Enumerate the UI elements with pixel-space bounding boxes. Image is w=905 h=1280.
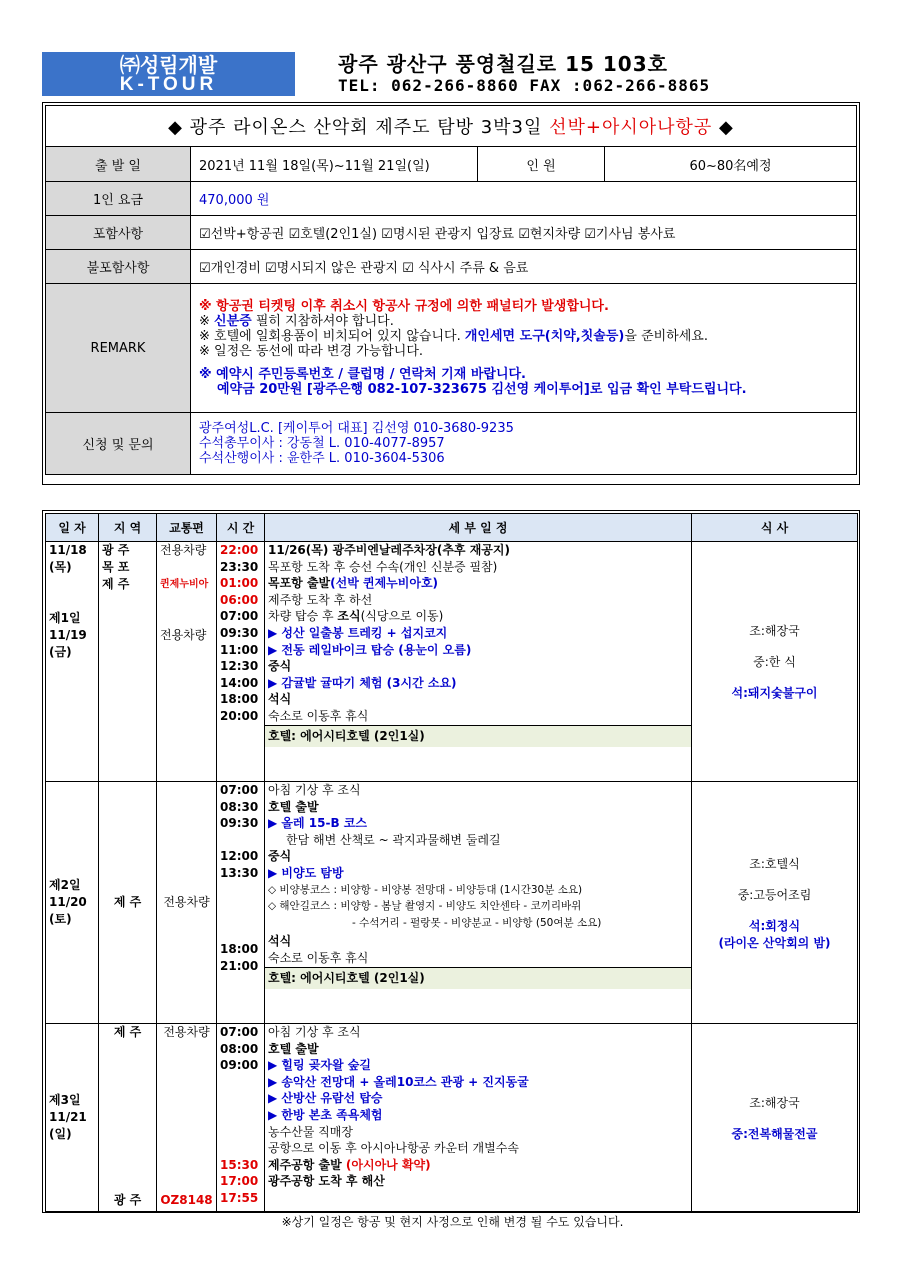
hotel-info: 호텔: 에어시티호텔 (2인1실)	[265, 967, 691, 989]
fee-value: 470,000 원	[191, 182, 857, 216]
time-text: 23:30	[220, 559, 259, 574]
region-text: 목 포	[102, 560, 130, 574]
date-text: (토)	[49, 912, 72, 926]
company-address	[338, 52, 858, 96]
transport-text: 전용차량	[160, 628, 207, 642]
day-2-meals	[692, 782, 858, 1024]
time-text: 18:00	[220, 692, 259, 707]
schedule-item: 목포항 도착 후 승선 수속(개인 신분증 필참)	[268, 559, 498, 574]
time-text: 08:00	[220, 1041, 259, 1056]
meal-text: 조:호텔식	[749, 856, 800, 871]
tour-title	[46, 106, 857, 147]
schedule-item	[268, 1157, 688, 1174]
remark-line-6: 예약금 20만원 [광주은행 082-107-323675 김선영 케이투어]로 입금 확인 부탁드립니다.	[217, 382, 747, 397]
schedule-item: 아침 기상 후 조식	[268, 783, 361, 797]
time-text: 09:00	[220, 1058, 259, 1073]
included-value: ☑선박+항공권 ☑호텔(2인1실) ☑명시된 관광지 입장료 ☑현지차량 ☑기사님 봉사료	[191, 216, 857, 250]
meal-text: 조:해장국	[749, 624, 800, 638]
schedule-item: ◇ 해안길코스 : 비양항 - 봄날 촬영지 - 비양도 치안센타 - 코끼리바위	[268, 900, 582, 913]
day-3-date	[46, 1024, 99, 1212]
tour-info-box	[42, 102, 860, 485]
date-text: 제2일	[49, 878, 81, 892]
tour-info-table	[45, 105, 857, 475]
schedule-item: 숙소로 이동후 휴식	[268, 950, 369, 965]
schedule-item: ▶ 전동 레일바이크 탑승 (용눈이 오름)	[268, 642, 472, 657]
date-text: 11/20	[49, 895, 87, 909]
schedule-item: 공항으로 이동 후 아시아나항공 카운터 개별수속	[268, 1141, 519, 1156]
schedule-text: (식당으로 이동)	[360, 609, 444, 624]
people-label: 인 원	[478, 147, 605, 182]
logo-line-1: ㈜성림개발	[119, 53, 218, 77]
transport-text: 퀸제누비아	[160, 579, 209, 590]
itinerary-box	[42, 510, 860, 1213]
remark-2a: ※	[199, 314, 215, 329]
day-1-transport	[157, 542, 217, 782]
schedule-item: 한담 해변 산책로 ~ 곽지과물해변 둘레길	[286, 832, 501, 847]
day-1-region	[99, 542, 157, 782]
included-label: 포함사항	[46, 216, 191, 250]
header-transport: 교통편	[157, 514, 217, 542]
schedule-item: ▶ 성산 일출봉 트레킹 + 섭지코지	[268, 625, 448, 640]
departure-value: 2021년 11월 18일(목)~11월 21일(일)	[191, 147, 478, 182]
time-text: 09:30	[220, 816, 259, 831]
time-text: 07:00	[220, 609, 259, 624]
day-2-row	[46, 782, 858, 1024]
time-text: 12:00	[220, 849, 259, 864]
letterhead	[42, 52, 860, 96]
header-detail: 세 부 일 정	[265, 514, 692, 542]
hotel-info: 호텔: 에어시티호텔 (2인1실)	[265, 725, 691, 747]
remark-line-5: ※ 예약시 주민등록번호 / 클럽명 / 연락처 기재 바랍니다.	[199, 367, 526, 382]
footer-note: ※상기 일정은 항공 및 현지 사정으로 인해 변경 될 수도 있습니다.	[281, 1215, 624, 1229]
schedule-text: 제주공항 출발	[268, 1157, 346, 1172]
remark-3c: 을 준비하세요.	[624, 329, 708, 344]
remark-label: REMARK	[46, 284, 191, 413]
remark-2c: 필히 지참하셔야 합니다.	[251, 314, 394, 329]
meal-text: 중:한 식	[753, 655, 796, 669]
schedule-item	[268, 575, 688, 592]
date-text: 11/19	[49, 628, 87, 642]
time-text: 22:00	[220, 543, 259, 557]
inquiry-line-2: 수석총무이사 : 강동철 L. 010-4077-8957	[199, 436, 445, 451]
address-line: 광주 광산구 풍영철길로 15 103호	[338, 52, 668, 76]
excluded-value: ☑개인경비 ☑명시되지 않은 관광지 ☑ 식사시 주류 & 음료	[191, 250, 857, 284]
remark-2b: 신분증	[214, 314, 252, 329]
day-1-times	[217, 542, 265, 782]
time-text: 07:00	[220, 783, 259, 797]
inquiry-content	[191, 413, 857, 475]
region-text: 제 주	[113, 1025, 142, 1039]
inquiry-line-3: 수석산행이사 : 윤한주 L. 010-3604-5306	[199, 451, 445, 466]
meal-text: 석:돼지숯불구이	[731, 686, 818, 700]
time-text: 17:00	[220, 1174, 259, 1189]
time-text: 01:00	[220, 576, 259, 591]
transport-text: 전용차량	[160, 543, 207, 557]
schedule-item: ▶ 힐링 곶자왈 숲길	[268, 1058, 371, 1073]
day-3-transport	[157, 1024, 217, 1212]
remark-line-2	[199, 314, 848, 329]
schedule-text: (아시아나 확약)	[345, 1157, 431, 1172]
header-time: 시 간	[217, 514, 265, 542]
schedule-item: 중식	[268, 659, 292, 674]
schedule-item: 석식	[268, 692, 292, 707]
schedule-item: ◇ 비양봉코스 : 비양항 - 비양봉 전망대 - 비양등대 (1시간30분 소요)	[268, 883, 583, 896]
time-text: 17:55	[220, 1190, 259, 1205]
fee-label: 1인 요금	[46, 182, 191, 216]
schedule-text: 차량 탑승 후	[268, 609, 338, 624]
time-text: 20:00	[220, 708, 259, 723]
date-text: 제3일	[49, 1093, 81, 1107]
day-1-row	[46, 542, 858, 782]
day-1-meals	[692, 542, 858, 782]
schedule-text: 조식	[337, 609, 361, 624]
schedule-text: (선박 퀸제누비아호)	[330, 576, 439, 591]
time-text: 11:00	[220, 642, 259, 657]
day-3-times	[217, 1024, 265, 1212]
schedule-item: ▶ 감귤밭 귤따기 체험 (3시간 소요)	[268, 675, 457, 690]
day-3-row	[46, 1024, 858, 1212]
day-3-region	[99, 1024, 157, 1212]
schedule-item: - 수석거리 - 펄랑못 - 비양분교 - 비양항 (50여분 소요)	[352, 916, 602, 929]
company-logo	[42, 52, 295, 96]
day-2-times	[217, 782, 265, 1024]
date-text: (금)	[49, 645, 72, 659]
region-text: 제 주	[102, 577, 130, 591]
region-text: 광 주	[113, 1193, 142, 1207]
itinerary-table	[45, 513, 858, 1212]
schedule-item: ▶ 한방 본초 족욕체험	[268, 1107, 383, 1122]
meal-text: (라이온 산악회의 밤)	[718, 935, 831, 950]
schedule-item: 광주공항 도착 후 해산	[268, 1174, 385, 1189]
transport-text: OZ8148	[160, 1193, 213, 1207]
schedule-item	[268, 608, 688, 625]
date-text: (일)	[49, 1127, 72, 1141]
day-2-date	[46, 782, 99, 1024]
date-text: 11/18	[49, 543, 87, 557]
schedule-item: 농수산물 직매장	[268, 1124, 353, 1139]
time-text: 09:30	[220, 625, 259, 640]
schedule-item: 석식	[268, 934, 292, 949]
schedule-item: 중식	[268, 849, 292, 864]
title-suffix: ◆	[712, 117, 734, 138]
meal-text: 조:해장국	[749, 1095, 800, 1110]
day-3-meals	[692, 1024, 858, 1212]
contact-line: TEL: 062-266-8860 FAX :062-266-8865	[338, 76, 711, 95]
day-2-transport: 전용차량	[157, 782, 217, 1024]
time-text: 13:30	[220, 865, 259, 880]
schedule-item: ▶ 비양도 탐방	[268, 865, 344, 880]
remark-line-4: ※ 일정은 동선에 따라 변경 가능합니다.	[199, 344, 424, 359]
departure-label: 출 발 일	[46, 147, 191, 182]
meal-text: 중:전복해물전골	[731, 1126, 818, 1141]
header-meal: 식 사	[692, 514, 858, 542]
day-1-schedule	[265, 542, 692, 782]
day-2-schedule	[265, 782, 692, 1024]
region-text: 광 주	[102, 543, 130, 557]
day-2-region: 제 주	[99, 782, 157, 1024]
meal-text: 석:회정식	[748, 918, 801, 933]
day-3-schedule	[265, 1024, 692, 1212]
date-text: (목)	[49, 560, 72, 574]
time-text: 15:30	[220, 1157, 259, 1172]
schedule-item: 아침 기상 후 조식	[268, 1025, 361, 1039]
date-text: 11/21	[49, 1110, 87, 1124]
time-text: 06:00	[220, 592, 259, 607]
time-text: 21:00	[220, 958, 259, 973]
time-text: 14:00	[220, 675, 259, 690]
title-highlight: 선박+아시아나항공	[549, 117, 713, 138]
schedule-item: ▶ 산방산 유람선 탑승	[268, 1091, 383, 1106]
schedule-item: ▶ 송악산 전망대 + 올레10코스 관광 + 진지동굴	[268, 1074, 529, 1089]
schedule-text: 목포항 출발	[268, 576, 331, 591]
time-text: 07:00	[220, 1025, 259, 1039]
remark-line-3	[199, 329, 848, 344]
remark-3b: 개인세면 도구(치약,칫솔등)	[464, 329, 625, 344]
header-region: 지 역	[99, 514, 157, 542]
inquiry-label: 신청 및 문의	[46, 413, 191, 475]
schedule-item: 제주항 도착 후 하선	[268, 592, 373, 607]
schedule-item: 숙소로 이동후 휴식	[268, 708, 369, 723]
schedule-item: 11/26(목) 광주비엔날레주차장(추후 재공지)	[268, 543, 510, 557]
date-text: 제1일	[49, 611, 81, 625]
header-date: 일 자	[46, 514, 99, 542]
logo-line-2: K-TOUR	[119, 74, 218, 95]
meal-text: 중:고등어조림	[737, 887, 812, 902]
schedule-item: 호텔 출발	[268, 799, 319, 814]
title-prefix: ◆ 광주 라이온스 산악회 제주도 탐방 3박3일	[168, 117, 550, 138]
remark-line-1: ※ 항공권 티켓팅 이후 취소시 항공사 규정에 의한 패널티가 발생합니다.	[199, 299, 609, 314]
time-text: 12:30	[220, 659, 259, 674]
schedule-item: 호텔 출발	[268, 1041, 319, 1056]
time-text: 18:00	[220, 942, 259, 957]
time-text: 08:30	[220, 799, 259, 814]
inquiry-line-1: 광주여성L.C. [케이투어 대표] 김선영 010-3680-9235	[199, 421, 514, 436]
excluded-label: 불포함사항	[46, 250, 191, 284]
day-1-date	[46, 542, 99, 782]
people-value: 60~80名예정	[605, 147, 857, 182]
schedule-item: ▶ 올레 15-B 코스	[268, 816, 367, 831]
remark-content	[191, 284, 857, 413]
transport-text: 전용차량	[163, 1025, 210, 1039]
remark-3a: ※ 호텔에 일회용품이 비치되어 있지 않습니다.	[199, 329, 465, 344]
